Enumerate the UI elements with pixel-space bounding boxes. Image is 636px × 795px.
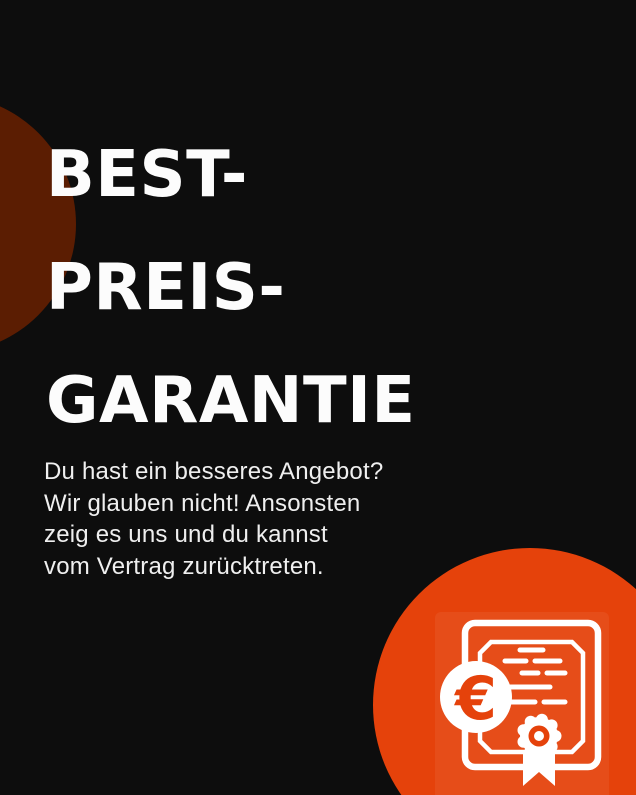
headline-line-3: GARANTIE [46,364,416,438]
headline-line-2: PREIS- [46,251,286,325]
certificate-text-lines [504,650,565,702]
euro-symbol: € [455,664,497,734]
body-line-1: Du hast ein besseres Angebot? [44,458,384,485]
body-line-4: vom Vertrag zurücktreten. [44,552,324,580]
body-line-3: zeig es uns und du kannst [44,521,328,549]
price-guarantee-certificate-icon [437,600,612,795]
headline-line-1: BEST- [46,138,248,212]
body-line-2: Wir glauben nicht! Ansonsten [44,489,361,517]
headline [46,119,416,458]
body-copy [44,456,383,582]
euro-coin-icon [440,661,512,734]
